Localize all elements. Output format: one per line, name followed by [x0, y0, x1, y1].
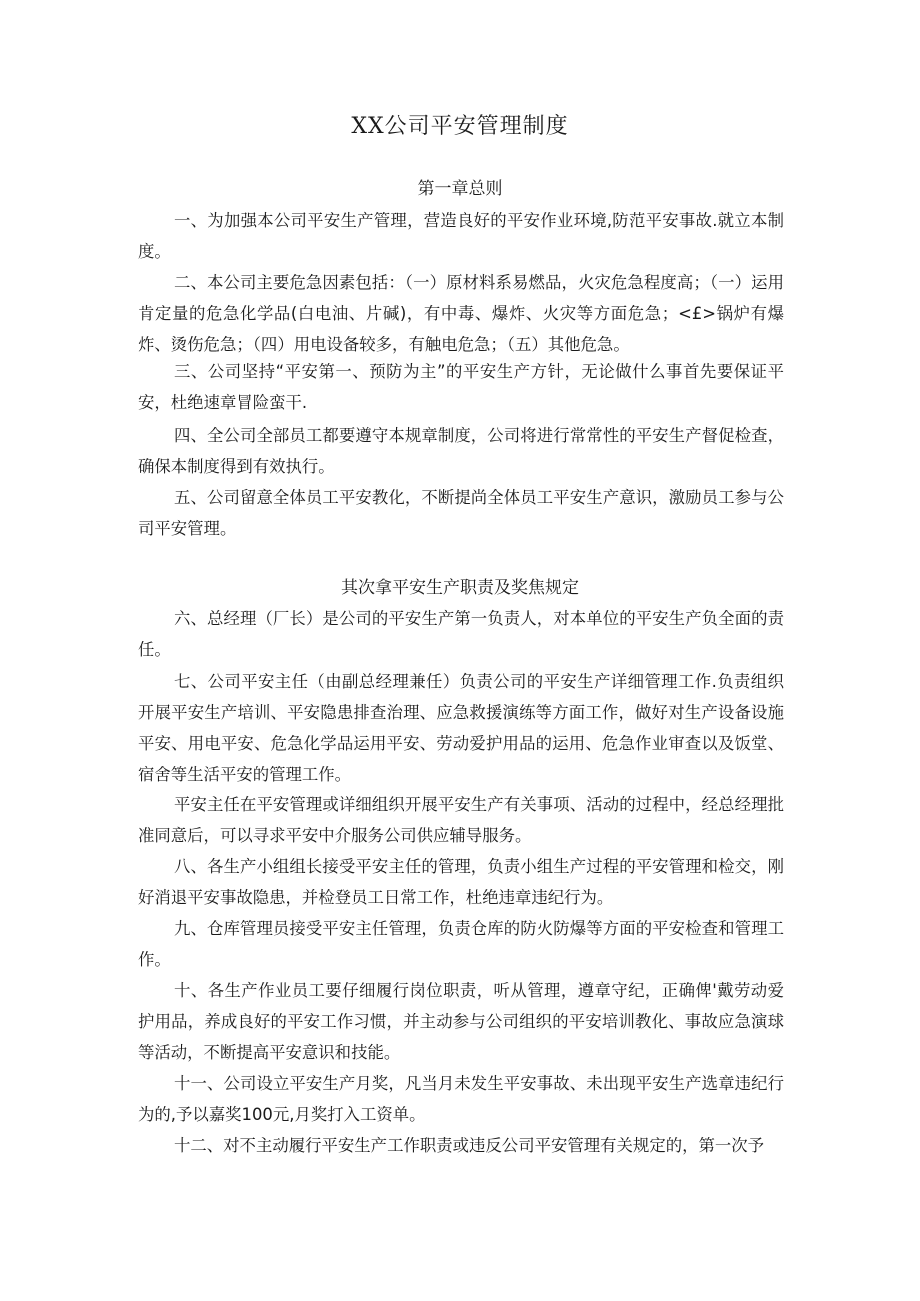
article-7-paragraph: 七、公司平安主任（由副总经理兼任）负责公司的平安生产详细管理工作.负责组织开展平安生产培训、平安隐患排查治理、应急救援演练等方面工作，做好对生产设备设施平安、用电平安、危急化学品运用平安、劳动爱护用品的运用、危急作业审查以及饭堂、宿舍等生活平安的管理工作。 — [138, 672, 784, 784]
document-title: XX公司平安管理制度 — [351, 114, 569, 139]
article-11-paragraph: 十一、公司设立平安生产月奖，凡当月未发生平安事故、未出现平安生产选章违纪行为的,予以嘉奖100元,月奖打入工资单。 — [138, 1074, 784, 1124]
chapter-1-heading: 第一章总则 — [417, 179, 503, 199]
article-10-paragraph: 十、各生产作业员工要仔细履行岗位职责，听从管理，遵章守纪，正确俾'戴劳动爱护用品，养成良好的平安工作习惯，并主动参与公司组织的平安培训教化、事故应急演球等活动，不断提高平安意识和技能。 — [138, 981, 784, 1062]
article-9-paragraph: 九、仓库管理员接受平安主任管理，负责仓库的防火防爆等方面的平安检查和管理工作。 — [138, 919, 784, 969]
article-7-supplement-paragraph: 平安主任在平安管理或详细组织开展平安生产有关事项、活动的过程中，经总经理批准同意后，可以寻求平安中介服务公司供应辅导服务。 — [138, 795, 784, 845]
article-12-paragraph: 十二、对不主动履行平安生产工作职责或违反公司平安管理有关规定的，第一次予 — [174, 1136, 765, 1155]
article-3-paragraph: 三、公司坚持“平安第一、预防为主”的平安生产方针，无论做什么事首先要保证平安，杜绝速章冒险蛮干. — [138, 362, 784, 412]
article-6-paragraph: 六、总经理（厂长）是公司的平安生产第一负责人，对本单位的平安生产负全面的责任。 — [138, 609, 784, 659]
article-8-paragraph: 八、各生产小组组长接受平安主任的管理，负责小组生产过程的平安管理和检交，刚好消退平安事故隐患，并检登员工日常工作，杜绝违章违纪行为。 — [138, 857, 784, 907]
article-5-paragraph: 五、公司留意全体员工平安教化，不断提尚全体员工平安生产意识，激励员工参与公司平安管理。 — [138, 488, 784, 538]
chapter-2-heading: 其次拿平安生产职责及奖焦规定 — [341, 578, 579, 598]
article-1-paragraph: 一、为加强本公司平安生产管理，营造良好的平安作业环境,防范平安事故.就立本制度。 — [138, 211, 784, 261]
article-4-paragraph: 四、全公司全部员工都要遵守本规章制度，公司将进行常常性的平安生产督促检查，确保本制度得到有效执行。 — [138, 426, 784, 476]
article-2-paragraph: 二、本公司主要危急因素包括：（一）原材料系易燃品，火灾危急程度高；（一）运用肯定量的危急化学品(白电油、片碱)，有中毒、爆炸、火灾等方面危急；<£>锅炉有爆炸、烫伤危急；（四）用电设备较多，有触电危急；（五）其他危急。 — [138, 273, 784, 354]
